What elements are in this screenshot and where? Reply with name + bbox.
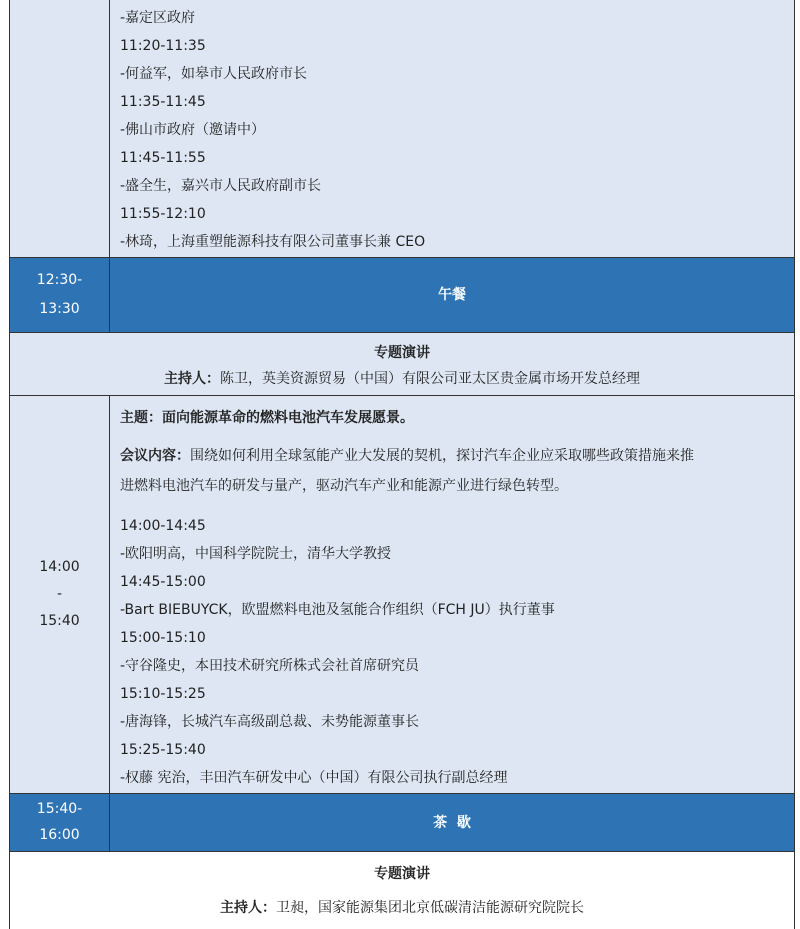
agenda-row-tea-break	[9, 794, 795, 852]
speaker-line: -佛山市政府（邀请中）	[120, 122, 266, 138]
content-line-2: 进燃料电池汽车的研发与量产，驱动汽车产业和能源产业进行绿色转型。	[120, 478, 568, 494]
speaker-line: -嘉定区政府	[120, 10, 196, 26]
speaker-line: -唐海锋，长城汽车高级副总裁、未势能源董事长	[120, 714, 420, 730]
host-name: 卫昶，国家能源集团北京低碳清洁能源研究院院长	[276, 900, 584, 916]
host-name: 陈卫，英美资源贸易（中国）有限公司亚太区贵金属市场开发总经理	[220, 371, 640, 387]
content-cell	[110, 0, 794, 257]
time-slot: 15:00-15:10	[120, 630, 206, 646]
time-slot: 15:25-15:40	[120, 742, 206, 758]
theme-label: 主题：	[120, 410, 162, 426]
agenda-row-lunch	[9, 258, 795, 333]
content-line-1	[120, 446, 694, 466]
speaker-line: -欧阳明高，中国科学院院士，清华大学教授	[120, 546, 392, 562]
session-title: 专题演讲	[374, 866, 430, 882]
time-slot: 15:10-15:25	[120, 686, 206, 702]
content-cell	[110, 794, 794, 851]
lunch-label: 午餐	[438, 287, 466, 303]
time-end: 16:00	[39, 827, 80, 843]
session-host	[10, 898, 794, 918]
host-label: 主持人：	[164, 371, 220, 387]
time-end: 15:40	[39, 613, 80, 629]
session-title: 专题演讲	[374, 345, 430, 361]
time-slot: 11:20-11:35	[120, 38, 206, 54]
time-slot: 11:45-11:55	[120, 150, 206, 166]
session-header	[9, 333, 795, 396]
time-end: 13:30	[39, 301, 80, 317]
time-slot: 14:00-14:45	[120, 518, 206, 534]
time-cell	[10, 258, 110, 332]
speaker-line: -盛全生，嘉兴市人民政府副市长	[120, 178, 322, 194]
time-slot: 11:55-12:10	[120, 206, 206, 222]
theme-line	[120, 408, 414, 428]
time-cell	[10, 794, 110, 851]
content-cell	[110, 396, 794, 793]
time-slot: 14:45-15:00	[120, 574, 206, 590]
speaker-line: -权藤 宪治，丰田汽车研发中心（中国）有限公司执行副总经理	[120, 770, 508, 786]
time-slot: 11:35-11:45	[120, 94, 206, 110]
session-header	[9, 852, 795, 929]
time-start: 14:00	[39, 559, 80, 575]
content-cell	[110, 258, 794, 332]
speaker-line: -何益军，如皋市人民政府市长	[120, 66, 308, 82]
speaker-line: -Bart BIEBUYCK，欧盟燃料电池及氢能合作组织（FCH JU）执行董事	[120, 602, 555, 618]
host-label: 主持人：	[220, 900, 276, 916]
speaker-line: -林琦，上海重塑能源科技有限公司董事长兼 CEO	[120, 234, 426, 250]
session-host	[10, 369, 794, 389]
theme-text: 面向能源革命的燃料电池汽车发展愿景。	[162, 410, 414, 426]
content-text: 围绕如何利用全球氢能产业大发展的契机，探讨汽车企业应采取哪些政策措施来推	[190, 448, 694, 464]
time-cell	[10, 396, 110, 793]
agenda-row-afternoon-speeches	[9, 396, 795, 794]
time-cell	[10, 0, 110, 257]
time-start: 12:30-	[36, 272, 83, 288]
tea-break-label: 茶 歇	[433, 815, 471, 831]
time-dash: -	[56, 586, 63, 602]
time-start: 15:40-	[36, 801, 83, 817]
agenda-row-morning-speeches	[9, 0, 795, 258]
content-label: 会议内容：	[120, 448, 190, 464]
speaker-line: -守谷隆史，本田技术研究所株式会社首席研究员	[120, 658, 420, 674]
